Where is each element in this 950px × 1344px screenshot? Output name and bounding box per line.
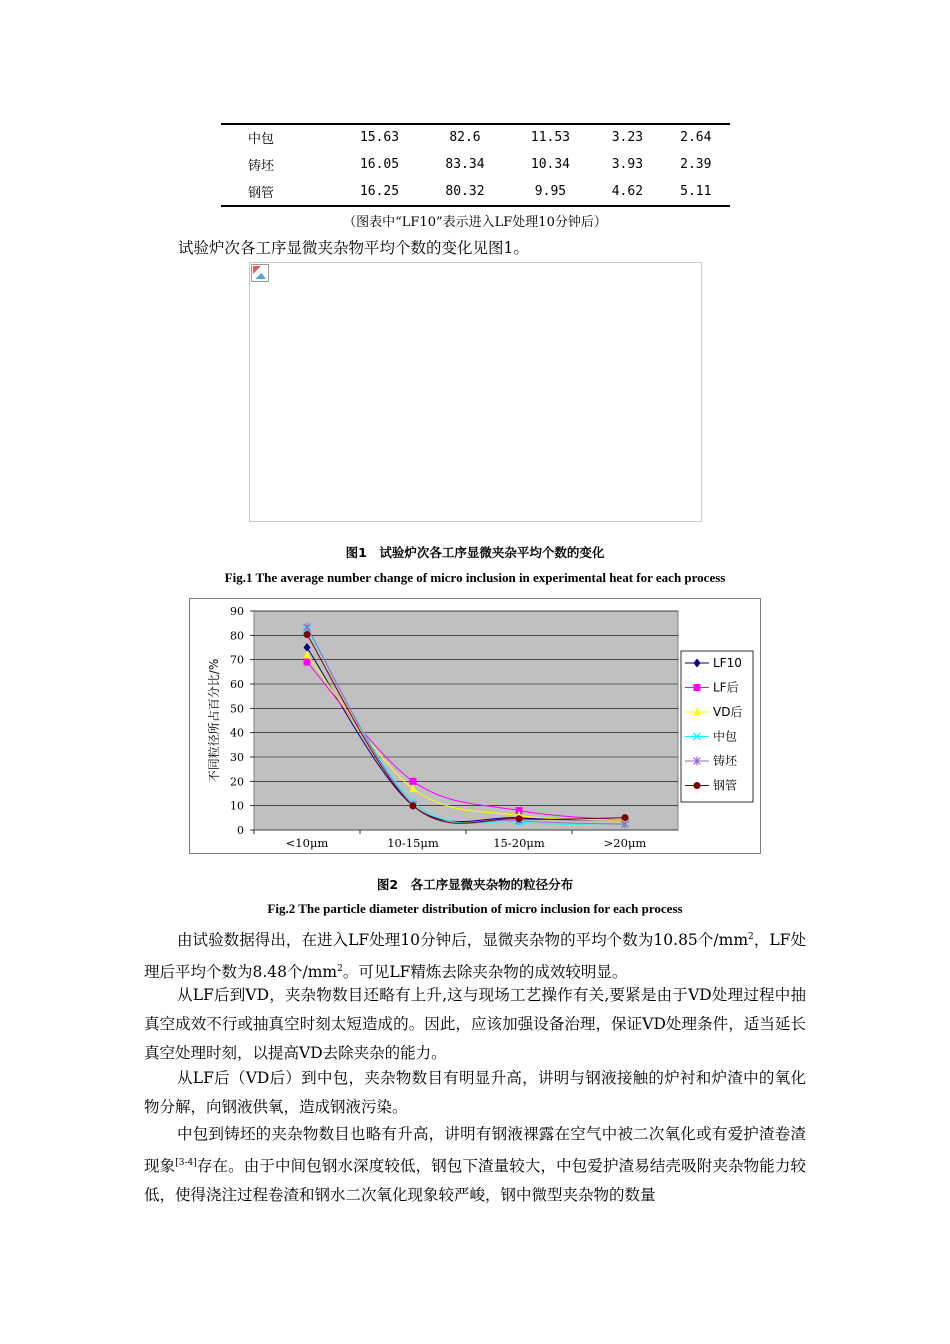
p1-text-c: ，LF处理后平均个数为8.48个/mm (144, 931, 806, 982)
table-cell: 82.6 (449, 130, 481, 145)
paragraph-4 (144, 1120, 806, 1210)
data-point (410, 778, 417, 785)
data-table (221, 124, 730, 205)
p4-reference[interactable]: [3-4] (175, 1158, 197, 1168)
legend-entry: 钢管 (713, 778, 738, 793)
figure2-chart (190, 599, 760, 853)
p1-sup-2: 2 (337, 964, 343, 975)
table-cell: 2.39 (680, 157, 712, 172)
y-tick-label: 50 (230, 702, 244, 716)
legend-entry: LF10 (713, 656, 742, 670)
p4-text-b: 存在。由于中间包钢水深度较低，钢包下渣量较大，中包爱护渣易结壳吸附夹杂物能力较低，使得浇注过程卷渣和钢水二次氧化现象较严峻，钢中微型夹杂物的数量 (144, 1157, 806, 1205)
y-tick-label: 0 (237, 824, 244, 837)
table-cell: 10.34 (530, 157, 571, 172)
table-row (221, 124, 730, 151)
data-point (304, 659, 311, 666)
table-cell: 9.95 (534, 184, 567, 199)
table-cell: 11.53 (530, 130, 571, 145)
y-tick-label: 70 (230, 653, 244, 667)
y-tick-label: 20 (230, 775, 244, 789)
legend-entry: 中包 (713, 729, 738, 744)
figure2-caption-en: Fig.2 The particle diameter distribution of micro inclusion for each process (267, 901, 683, 916)
p1-sup-1: 2 (748, 932, 754, 942)
figure2-caption-cn: 图2 各工序显微夹杂物的粒径分布 (376, 877, 574, 892)
y-tick-label: 10 (230, 799, 244, 813)
x-tick-label: 10-15μm (387, 836, 439, 850)
paragraph-2: 从LF后到VD，夹杂物数目还略有上升,这与现场工艺操作有关,要紧是由于VD处理过程中抽真空成效不行或抽真空时刻太短造成的。因此，应该加强设备治理，保证VD处理条件，适当延长真空处理时刻，以提高VD去除夹杂的能力。 (144, 986, 806, 1062)
table-cell: 83.34 (445, 157, 485, 172)
table-cell: 2.64 (680, 130, 712, 145)
data-point (622, 814, 629, 821)
table-cell: 4.62 (611, 184, 644, 199)
legend-marker (694, 782, 701, 789)
table-cell: 3.23 (611, 130, 644, 145)
p1-text-b: mm (718, 931, 749, 950)
legend-entry: LF后 (713, 680, 739, 695)
table-cell: 15.63 (359, 130, 400, 145)
x-tick-label: 15-20μm (493, 836, 545, 850)
y-tick-label: 90 (230, 605, 244, 618)
table-cell: 16.05 (359, 157, 400, 172)
table-row-label: 铸坯 (248, 159, 275, 174)
table-cell: 16.25 (359, 184, 400, 199)
paragraph-3: 从LF后（VD后）到中包，夹杂物数目有明显升高，讲明与钢液接触的炉衬和炉渣中的氧化物分解，向钢液供氧，造成钢液污染。 (144, 1069, 806, 1116)
data-point (410, 802, 417, 809)
table-row-label: 中包 (248, 132, 275, 147)
figure1-caption-en: Fig.1 The average number change of micro inclusion in experimental heat for each process (224, 570, 726, 585)
data-point (304, 631, 311, 638)
legend-entry: 铸坯 (713, 754, 738, 768)
y-tick-label: 80 (230, 629, 244, 643)
y-tick-label: 40 (230, 726, 244, 740)
x-tick-label: >20μm (603, 836, 647, 850)
table-row (221, 178, 730, 205)
figure1-caption-cn: 图1 试验炉次各工序显微夹杂平均个数的变化 (345, 545, 605, 560)
table-row (221, 151, 730, 178)
table-note: （图表中“LF10”表示进入LF处理10分钟后） (343, 215, 607, 230)
figure1-image-placeholder (249, 262, 702, 522)
table-bottom-rule (221, 205, 730, 207)
legend-entry: VD后 (713, 705, 743, 719)
data-point (516, 815, 523, 822)
table-cell: 80.32 (445, 184, 485, 199)
y-axis-label: 不同粒径所占百分比/% (207, 658, 221, 783)
p4-text-a: 中包到铸坯的夹杂物数目也略有升高，讲明有钢液裸露在空气中被二次氧化或有爱护渣卷渣现象 (144, 1125, 806, 1176)
p1-text-d: 。可见LF精炼去除夹杂物的成效较明显。 (342, 963, 628, 982)
legend-marker (694, 684, 701, 691)
x-tick-label: <10μm (285, 836, 329, 850)
y-tick-label: 30 (230, 751, 244, 764)
table-row-label: 钢管 (248, 186, 275, 201)
broken-image-icon (251, 264, 269, 282)
table-cell: 3.93 (611, 157, 644, 172)
p1-text-a: 由试验数据得出，在进入LF处理10分钟后，显微夹杂物的平均个数为10.85个/ (177, 931, 719, 950)
figure2-chart-frame (189, 598, 761, 854)
table-cell: 5.11 (680, 184, 712, 199)
y-tick-label: 60 (230, 678, 244, 691)
intro-line: 试验炉次各工序显微夹杂物平均个数的变化见图1。 (178, 239, 529, 257)
paragraph-1 (144, 923, 806, 987)
plot-area (254, 611, 678, 830)
